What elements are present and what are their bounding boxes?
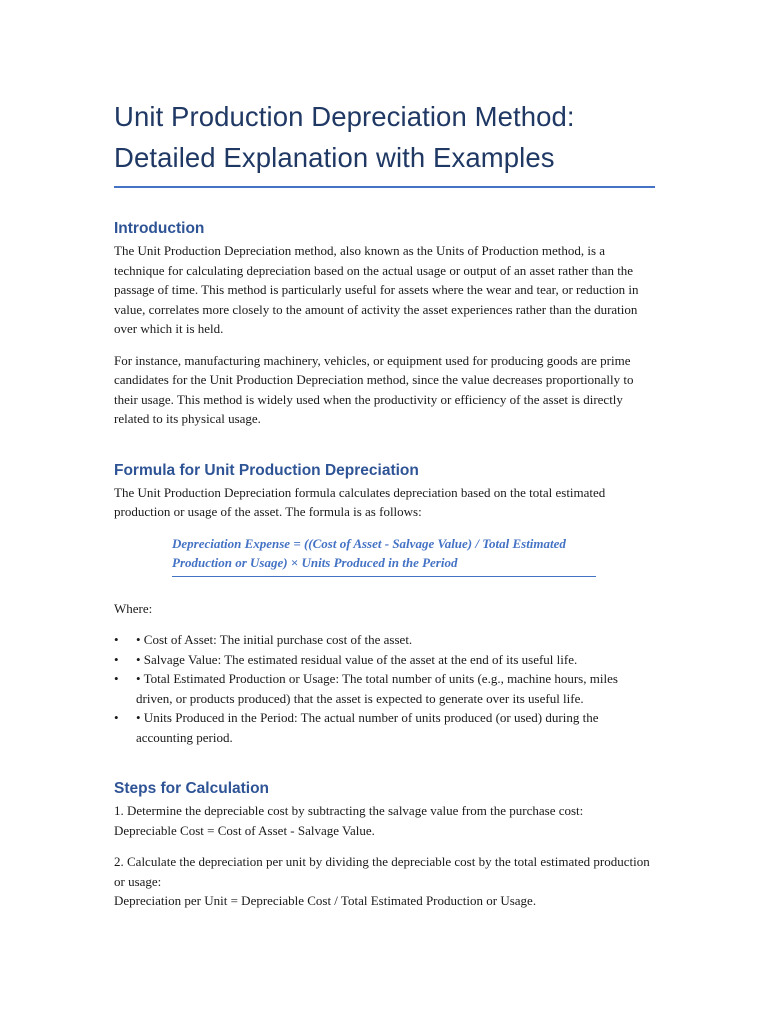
document-page bbox=[114, 96, 655, 911]
formula-underline bbox=[172, 576, 596, 577]
bullet-marker: • bbox=[114, 632, 119, 647]
title-line-1: Unit Production Depreciation Method: bbox=[114, 101, 575, 132]
formula-text: Depreciation Expense = ((Cost of Asset - Salvage Value) / Total Estimated Production or Usage) × Units Produced in the Period bbox=[172, 535, 566, 570]
list-item bbox=[114, 708, 655, 747]
bullet-marker: • bbox=[114, 651, 119, 667]
formula-heading: Formula for Unit Production Depreciation bbox=[114, 461, 419, 479]
list-item bbox=[114, 650, 655, 670]
list-item-text: • Units Produced in the Period: The actual number of units produced (or used) during the accounting period. bbox=[136, 710, 599, 745]
introduction-paragraph-2: For instance, manufacturing machinery, vehicles, or equipment used for producing goods are prime candidates for the Unit Production Depreciation method, since the value decreases proportionally to their usage. This method is widely used when the productivity or efficiency of the asset is directly related to its physical usage. bbox=[114, 352, 634, 426]
step-1 bbox=[114, 801, 655, 840]
step-2-instruction: 2. Calculate the depreciation per unit by dividing the depreciable cost by the total estimated production or usage: bbox=[114, 854, 650, 889]
bullet-marker: • bbox=[114, 710, 119, 725]
list-item bbox=[114, 669, 655, 708]
step-1-instruction: 1. Determine the depreciable cost by subtracting the salvage value from the purchase cost: bbox=[114, 803, 584, 818]
list-item-text: • Salvage Value: The estimated residual value of the asset at the end of its useful life. bbox=[136, 651, 578, 667]
step-1-equation: Depreciable Cost = Cost of Asset - Salvage Value. bbox=[114, 822, 375, 838]
step-2 bbox=[114, 852, 655, 911]
bullet-marker: • bbox=[114, 671, 119, 686]
step-2-equation: Depreciation per Unit = Depreciable Cost / Total Estimated Production or Usage. bbox=[114, 893, 537, 908]
list-item bbox=[114, 630, 655, 650]
title-line-2: Detailed Explanation with Examples bbox=[114, 142, 555, 173]
steps-heading: Steps for Calculation bbox=[114, 780, 270, 797]
formula-block bbox=[172, 534, 596, 577]
list-item-text: • Cost of Asset: The initial purchase cost of the asset. bbox=[136, 632, 413, 647]
list-item-text: • Total Estimated Production or Usage: The total number of units (e.g., machine hours, miles driven, or products produced) that the asset is expected to generate over its useful life. bbox=[136, 671, 618, 706]
introduction-heading: Introduction bbox=[114, 220, 205, 237]
where-label: Where: bbox=[114, 600, 153, 616]
definition-list bbox=[114, 630, 655, 747]
formula-intro: The Unit Production Depreciation formula calculates depreciation based on the total estimated production or usage of the asset. The formula is as follows: bbox=[114, 484, 606, 519]
introduction-paragraph-1: The Unit Production Depreciation method, also known as the Units of Production method, is a technique for calculating depreciation based on the actual usage or output of an asset rather than the passage of time. This method is particularly useful for assets where the wear and tear, or reduction in value, correlates more closely to the amount of activity the asset experiences rather than the duration over which it is held. bbox=[114, 243, 639, 336]
document-title bbox=[114, 96, 655, 178]
title-underline bbox=[114, 186, 655, 188]
